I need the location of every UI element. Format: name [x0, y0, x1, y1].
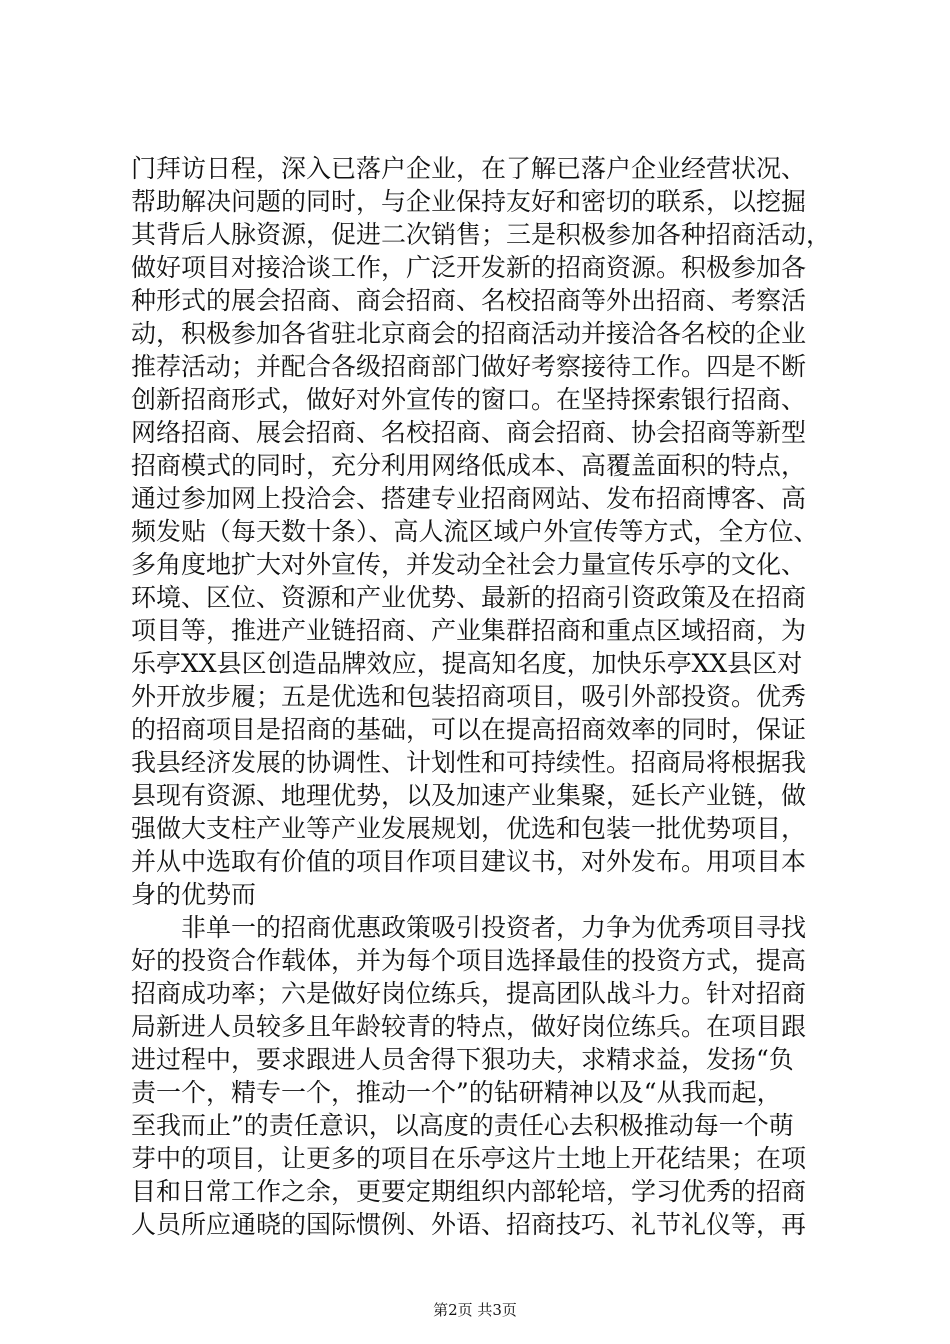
- text-line: 至我而止”的责任意识，以高度的责任心去积极推动每一个萌: [131, 1111, 794, 1140]
- text-line: 的招商项目是招商的基础，可以在提高招商效率的同时，保证: [131, 715, 807, 744]
- text-line: 外开放步履；五是优选和包装招商项目，吸引外部投资。优秀: [131, 682, 807, 711]
- text-line: 其背后人脉资源，促进二次销售；三是积极参加各种招商活动，: [131, 220, 831, 249]
- text-line: 招商模式的同时，充分利用网络低成本、高覆盖面积的特点，: [131, 451, 807, 480]
- text-line: 网络招商、展会招商、名校招商、商会招商、协会招商等新型: [131, 418, 807, 447]
- paragraph-first-line: 非单一的招商优惠政策吸引投资者，力争为优秀项目寻找: [181, 913, 807, 942]
- text-line: 多角度地扩大对外宣传，并发动全社会力量宣传乐亭的文化、: [131, 550, 807, 579]
- text-line: 频发贴（每天数十条）、高人流区域户外宣传等方式，全方位、: [131, 517, 819, 546]
- text-line: 人员所应通晓的国际惯例、外语、招商技巧、礼节礼仪等，再: [131, 1210, 807, 1239]
- text-line: 环境、区位、资源和产业优势、最新的招商引资政策及在招商: [131, 583, 807, 612]
- text-line: 推荐活动；并配合各级招商部门做好考察接待工作。四是不断: [131, 352, 807, 381]
- text-line: 芽中的项目，让更多的项目在乐亭这片土地上开花结果；在项: [131, 1144, 807, 1173]
- text-line: 目和日常工作之余，更要定期组织内部轮培，学习优秀的招商: [131, 1177, 807, 1206]
- text-line: 种形式的展会招商、商会招商、名校招商等外出招商、考察活: [131, 286, 807, 315]
- text-line: 责一个，精专一个，推动一个”的钻研精神以及“从我而起，: [131, 1078, 782, 1107]
- text-line: 好的投资合作载体，并为每个项目选择最佳的投资方式，提高: [131, 946, 807, 975]
- text-line: 招商成功率；六是做好岗位练兵，提高团队战斗力。针对招商: [131, 979, 807, 1008]
- text-line: 创新招商形式，做好对外宣传的窗口。在坚持探索银行招商、: [131, 385, 807, 414]
- text-line: 县现有资源、地理优势，以及加速产业集聚，延长产业链，做: [131, 781, 807, 810]
- text-line: 乐亭XX县区创造品牌效应，提高知名度，加快乐亭XX县区对: [131, 649, 803, 678]
- text-line: 帮助解决问题的同时，与企业保持友好和密切的联系，以挖掘: [131, 187, 807, 216]
- text-line: 进过程中，要求跟进人员舍得下狠功夫，求精求益，发扬“负: [131, 1045, 794, 1074]
- page-footer: 第2页 共3页: [433, 1301, 517, 1319]
- text-line: 我县经济发展的协调性、计划性和可持续性。招商局将根据我: [131, 748, 807, 777]
- text-line: 局新进人员较多且年龄较青的特点，做好岗位练兵。在项目跟: [131, 1012, 807, 1041]
- text-line: 通过参加网上投洽会、搭建专业招商网站、发布招商博客、高: [131, 484, 807, 513]
- text-line: 身的优势而: [131, 880, 257, 909]
- text-line: 强做大支柱产业等产业发展规划，优选和包装一批优势项目，: [131, 814, 807, 843]
- text-line: 门拜访日程，深入已落户企业，在了解已落户企业经营状况、: [131, 154, 807, 183]
- text-line: 并从中选取有价值的项目作项目建议书，对外发布。用项目本: [131, 847, 807, 876]
- text-line: 动，积极参加各省驻北京商会的招商活动并接洽各名校的企业: [131, 319, 807, 348]
- body-text: [131, 152, 831, 1241]
- text-line: 项目等，推进产业链招商、产业集群招商和重点区域招商，为: [131, 616, 807, 645]
- text-line: 做好项目对接洽谈工作，广泛开发新的招商资源。积极参加各: [131, 253, 807, 282]
